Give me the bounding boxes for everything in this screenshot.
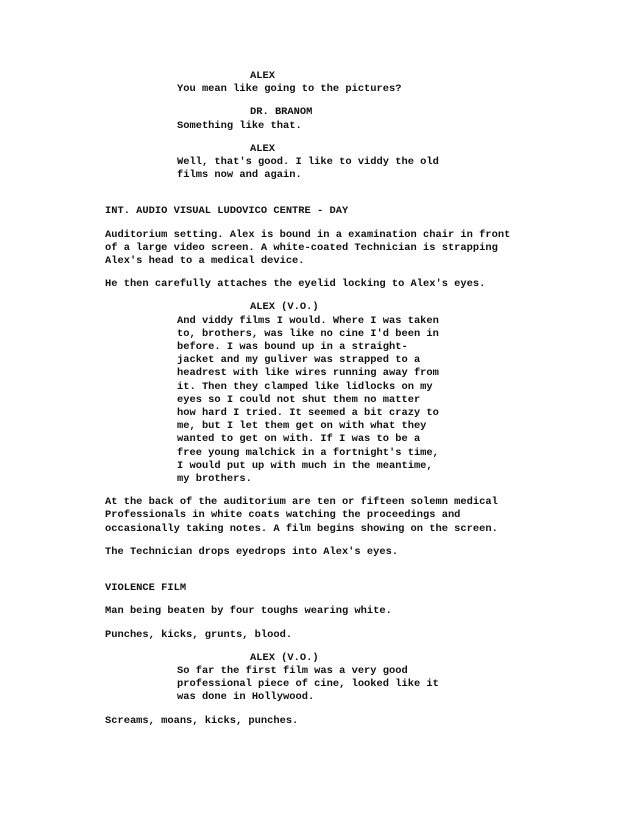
dialogue-line: my brothers. (177, 473, 252, 486)
dialogue-line: professional piece of cine, looked like it (177, 678, 439, 691)
dialogue (177, 156, 457, 182)
character-name: ALEX (250, 70, 275, 82)
scene-heading: VIOLENCE FILM (105, 582, 187, 595)
action-line: The Technician drops eyedrops into Alex's eyes. (105, 545, 399, 558)
action-text (105, 546, 525, 559)
character-name: ALEX (V.O.) (250, 651, 319, 664)
dialogue-line: free young malchick in a fortnight's time, (177, 446, 439, 459)
dialogue-line: So far the first film was a very good (177, 664, 408, 677)
action-line: Professionals in white coats watching the proceedings and (105, 509, 461, 522)
character-name: ALEX (250, 142, 275, 155)
dialogue-line: eyes so I could not shut them no matter (177, 393, 421, 406)
dialogue-line: me, but I let them get on with what they (177, 420, 427, 433)
action-line: He then carefully attaches the eyelid locking to Alex's eyes. (105, 278, 486, 291)
dialogue-line: headrest with like wires running away from (177, 367, 439, 380)
action-line: At the back of the auditorium are ten or fifteen solemn medical (105, 496, 498, 509)
dialogue-line: jacket and my guliver was strapped to a (177, 354, 421, 367)
action-line: Screams, moans, kicks, punches. (105, 714, 299, 727)
dialogue-line: films now and again. (177, 169, 302, 182)
action-text (105, 629, 525, 642)
action-line: Punches, kicks, grunts, blood. (105, 628, 293, 641)
dialogue-line: I would put up with much in the meantime, (177, 459, 433, 472)
character-name: DR. BRANOM (250, 106, 313, 119)
action-text (105, 605, 525, 618)
action-text (105, 715, 525, 728)
dialogue (177, 83, 457, 96)
scene-heading: INT. AUDIO VISUAL LUDOVICO CENTRE - DAY (105, 205, 349, 218)
dialogue (177, 315, 457, 487)
action-text (105, 278, 525, 291)
dialogue-line: And viddy films I would. Where I was taken (177, 314, 439, 327)
action-line: Auditorium setting. Alex is bound in a examination chair in front (105, 228, 511, 241)
action-text (105, 496, 525, 536)
action-line: Man being beaten by four toughs wearing white. (105, 605, 392, 618)
action-line: of a large video screen. A white-coated Technician is strapping (105, 241, 498, 254)
character-name: ALEX (V.O.) (250, 301, 319, 314)
dialogue-line: it. Then they clamped like lidlocks on my (177, 380, 433, 393)
dialogue-line: wanted to get on with. If I was to be a (177, 433, 421, 446)
dialogue-line: Well, that's good. I like to viddy the old (177, 156, 439, 169)
dialogue-line: Something like that. (177, 119, 302, 132)
dialogue-line: before. I was bound up in a straight- (177, 341, 408, 354)
dialogue-line: to, brothers, was like no cine I'd been in (177, 327, 439, 340)
dialogue (177, 665, 457, 705)
dialogue-line: how hard I tried. It seemed a bit crazy to (177, 407, 439, 420)
action-line: Alex's head to a medical device. (105, 255, 305, 268)
dialogue (177, 120, 457, 133)
dialogue-line: You mean like going to the pictures? (177, 83, 402, 96)
action-text (105, 229, 525, 269)
action-line: occasionally taking notes. A film begins showing on the screen. (105, 522, 498, 535)
dialogue-line: was done in Hollywood. (177, 691, 315, 704)
